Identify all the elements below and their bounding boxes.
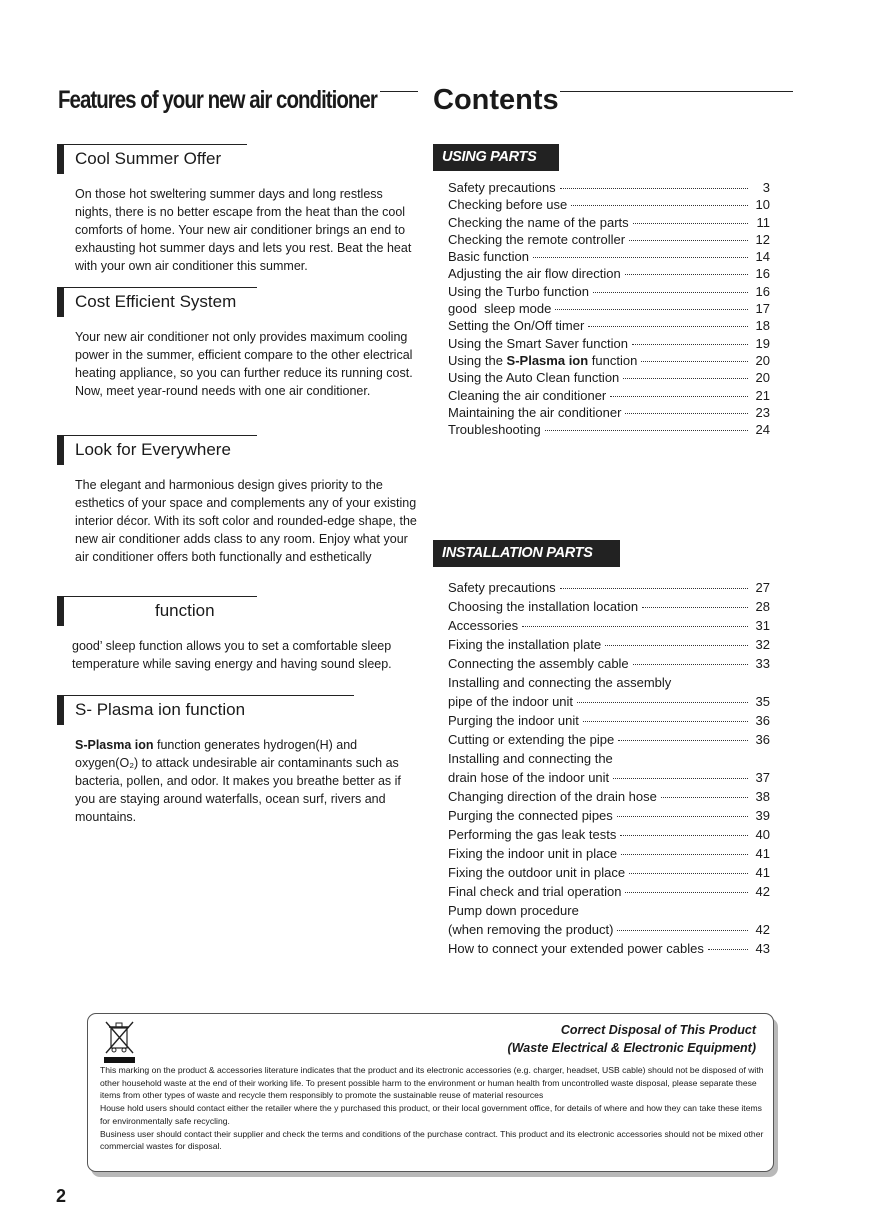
toc-entry-title: Safety precautions — [448, 180, 556, 195]
toc-entry[interactable] — [448, 920, 770, 939]
section-body — [75, 736, 417, 826]
toc-entry[interactable] — [448, 787, 770, 806]
toc-leader-dots — [617, 816, 748, 817]
toc-leader-dots — [623, 378, 748, 379]
toc-entry-page: 42 — [755, 884, 770, 899]
section-rule — [64, 144, 247, 145]
weee-disposal-notice — [87, 1013, 774, 1172]
toc-leader-dots — [588, 326, 748, 327]
toc-entry[interactable] — [448, 196, 770, 213]
toc-entry[interactable] — [448, 214, 770, 231]
installation-parts-label: INSTALLATION PARTS — [433, 540, 620, 567]
toc-installation-parts — [448, 578, 770, 958]
toc-leader-dots — [620, 835, 748, 836]
toc-leader-dots — [571, 205, 748, 206]
section-title: S- Plasma ion function — [75, 700, 246, 719]
section-body: On those hot sweltering summer days and long restless nights, there is no better escape from the heat than the cool comforts of home. Your new air conditioner brings an end to exhausting hot summer days and lets you rest. Beat the heat with your own air conditioner this summer. — [75, 187, 412, 273]
toc-entry-page: 35 — [755, 694, 770, 709]
section-marker — [57, 287, 64, 317]
toc-entry[interactable] — [448, 806, 770, 825]
toc-leader-dots — [613, 778, 748, 779]
toc-entry[interactable] — [448, 825, 770, 844]
toc-entry-page: 11 — [756, 214, 770, 230]
toc-using-parts — [448, 179, 770, 438]
contents-title-rule — [560, 91, 793, 92]
toc-entry[interactable] — [448, 283, 770, 300]
toc-entry[interactable] — [448, 578, 770, 597]
toc-entry-page: 23 — [755, 404, 770, 420]
toc-entry[interactable] — [448, 730, 770, 749]
toc-leader-dots — [610, 396, 748, 397]
s-plasma-ion-bold: S-Plasma ion — [506, 352, 589, 368]
toc-entry-page: 43 — [755, 941, 770, 956]
section-s-plasma-ion-function — [57, 695, 417, 826]
toc-entry-page: 3 — [762, 180, 770, 195]
section-title: Look for Everywhere — [75, 440, 231, 459]
toc-entry-title: Checking before use — [448, 197, 568, 213]
toc-entry-title: Accessories — [448, 618, 519, 633]
toc-entry[interactable] — [448, 387, 770, 404]
toc-entry-first-line: Installing and connecting the — [448, 751, 613, 766]
toc-leader-dots — [629, 873, 748, 874]
section-rule — [64, 287, 257, 288]
toc-entry-title: Purging the connected pipes — [448, 808, 613, 823]
contents-title: Contents — [433, 84, 559, 116]
toc-entry-title: Fixing the installation plate — [448, 637, 602, 652]
toc-entry-page: 36 — [755, 713, 770, 728]
toc-entry-title: Cutting or extending the pipe — [448, 732, 615, 747]
toc-entry-page: 17 — [755, 301, 770, 317]
toc-entry-page: 21 — [755, 387, 770, 403]
section-look-for-everywhere — [57, 435, 417, 566]
features-title-rule — [380, 91, 418, 92]
toc-entry[interactable] — [448, 265, 770, 282]
toc-entry-title: Troubleshooting — [448, 422, 541, 438]
toc-entry[interactable] — [448, 939, 770, 958]
toc-entry-title: Safety precautions — [448, 580, 556, 595]
toc-entry-title: Using the Turbo function — [448, 283, 589, 299]
section-title: function — [155, 601, 215, 620]
section-rule — [64, 695, 354, 696]
toc-leader-dots — [577, 702, 748, 703]
toc-entry[interactable] — [448, 768, 770, 787]
disposal-title: Correct Disposal of This Product — [560, 1023, 756, 1037]
toc-title-part: Using the — [448, 352, 507, 368]
toc-leader-dots — [625, 892, 748, 893]
toc-leader-dots — [621, 854, 748, 855]
section-body: Your new air conditioner not only provides maximum cooling power in the summer, efficient compare to the other electrical heating appliance, so you can further reduce its running cost. Now, meet year-round needs with one air conditioner. — [75, 330, 413, 398]
toc-entry[interactable] — [448, 654, 770, 673]
toc-leader-dots — [618, 740, 748, 741]
toc-entry[interactable] — [448, 335, 770, 352]
toc-entry[interactable] — [448, 317, 770, 334]
section-marker — [57, 596, 64, 626]
toc-entry-page: 39 — [755, 808, 770, 823]
section-marker — [57, 435, 64, 465]
toc-leader-dots — [560, 588, 748, 589]
toc-entry-page: 42 — [755, 922, 770, 937]
section-marker — [57, 144, 64, 174]
toc-entry-page: 24 — [755, 422, 770, 438]
toc-entry-page: 10 — [755, 197, 770, 213]
section-cost-efficient-system — [57, 287, 417, 400]
toc-entry-page: 32 — [755, 637, 770, 652]
toc-entry[interactable] — [448, 248, 770, 265]
disposal-subtitle: (Waste Electrical & Electronic Equipment) — [507, 1041, 756, 1055]
toc-entry-title: drain hose of the indoor unit — [448, 770, 610, 785]
s-plasma-ion-bold: S-Plasma ion — [75, 738, 154, 752]
toc-entry-title: Purging the indoor unit — [448, 713, 579, 728]
toc-leader-dots — [661, 797, 748, 798]
section-body: The elegant and harmonious design gives priority to the esthetics of your space and complements any of your existing interior décor. With its soft color and rounded-edge shape, the new air conditioner adds class to any room. Enjoy what your air conditioner offers both functionally and esthetically — [75, 478, 417, 564]
toc-leader-dots — [617, 930, 748, 931]
toc-entry-page: 36 — [755, 732, 770, 747]
toc-leader-dots — [555, 309, 748, 310]
toc-entry-title: Setting the On/Off timer — [448, 318, 585, 334]
toc-entry-page: 33 — [755, 656, 770, 671]
toc-entry-title: good sleep mode — [448, 301, 552, 317]
toc-leader-dots — [633, 664, 748, 665]
toc-entry-page: 28 — [755, 599, 770, 614]
using-parts-label: USING PARTS — [433, 144, 559, 171]
toc-entry-page: 12 — [755, 231, 770, 247]
toc-leader-dots — [632, 344, 748, 345]
toc-leader-dots — [641, 361, 748, 362]
toc-entry-page: 37 — [755, 770, 770, 785]
toc-entry-first-line: Installing and connecting the assembly — [448, 675, 672, 690]
toc-entry-page: 16 — [755, 266, 770, 282]
section-good-sleep-function — [57, 596, 417, 673]
toc-entry-page: 27 — [755, 580, 770, 595]
toc-entry-title: Adjusting the air flow direction — [448, 266, 621, 282]
toc-entry[interactable] — [448, 300, 770, 317]
toc-entry[interactable] — [448, 635, 770, 654]
toc-entry[interactable] — [448, 616, 770, 635]
toc-entry-title: (when removing the product) — [448, 922, 614, 937]
disposal-paragraph: House hold users should contact either the retailer where the y purchased this product, or their local government office, for details of where and how they can take these items for environmentally safe recycling. — [100, 1103, 762, 1126]
toc-entry-page: 40 — [755, 827, 770, 842]
toc-entry-title: pipe of the indoor unit — [448, 694, 574, 709]
section-title: Cool Summer Offer — [75, 149, 222, 168]
toc-entry-page: 18 — [755, 318, 770, 334]
toc-entry[interactable] — [448, 597, 770, 616]
toc-entry[interactable] — [448, 369, 770, 386]
toc-entry-page: 31 — [755, 618, 770, 633]
toc-title-part: function — [588, 352, 638, 368]
toc-entry-page: 38 — [755, 789, 770, 804]
toc-entry-page: 14 — [755, 249, 770, 265]
toc-entry-page: 20 — [755, 352, 770, 368]
disposal-text — [100, 1064, 764, 1153]
section-rule — [64, 435, 257, 436]
section-body-text: function generates hydrogen(H) and oxygen(O₂) to attack undesirable air contaminants such as bacteria, pollen, and odor. It makes you breathe better as if you are staying around waterfalls, ocean surf, rivers and mountains. — [75, 738, 401, 824]
page-number: 2 — [56, 1186, 67, 1206]
section-cool-summer-offer — [57, 144, 417, 275]
toc-entry-title: Maintaining the air conditioner — [448, 404, 622, 420]
section-rule — [64, 596, 257, 597]
toc-entry-page: 41 — [755, 865, 770, 880]
toc-entry[interactable] — [448, 404, 770, 421]
toc-entry-title: Final check and trial operation — [448, 884, 622, 899]
toc-entry-page: 19 — [755, 335, 770, 351]
toc-entry-title: Fixing the indoor unit in place — [448, 846, 618, 861]
toc-entry-title: Fixing the outdoor unit in place — [448, 865, 626, 880]
toc-entry-title: Changing direction of the drain hose — [448, 789, 657, 804]
toc-entry[interactable] — [448, 711, 770, 730]
features-title: Features of your new air conditioner — [58, 86, 377, 114]
toc-entry-title: Performing the gas leak tests — [448, 827, 617, 842]
toc-entry-title: Using the Auto Clean function — [448, 370, 620, 386]
toc-leader-dots — [522, 626, 748, 627]
toc-entry-title: Cleaning the air conditioner — [448, 387, 607, 403]
toc-entry-page: 16 — [755, 283, 770, 299]
toc-entry[interactable] — [448, 692, 770, 711]
toc-entry-title: Connecting the assembly cable — [448, 656, 629, 671]
toc-entry-page: 41 — [755, 846, 770, 861]
toc-entry-title — [448, 352, 637, 369]
toc-leader-dots — [605, 645, 748, 646]
crossed-out-bin-icon — [103, 1019, 137, 1063]
toc-entry-page: 20 — [755, 370, 770, 386]
toc-entry[interactable] — [448, 863, 770, 882]
toc-leader-dots — [633, 223, 748, 224]
toc-entry-first-line: Pump down procedure — [448, 903, 579, 918]
toc-entry[interactable] — [448, 231, 770, 248]
toc-entry[interactable] — [448, 179, 770, 196]
toc-leader-dots — [593, 292, 748, 293]
toc-leader-dots — [625, 413, 748, 414]
toc-entry-title: Basic function — [448, 249, 529, 265]
toc-entry-title: Choosing the installation location — [448, 599, 639, 614]
toc-entry[interactable] — [448, 882, 770, 901]
toc-leader-dots — [625, 274, 748, 275]
toc-leader-dots — [545, 430, 748, 431]
toc-entry[interactable] — [448, 421, 770, 438]
toc-leader-dots — [642, 607, 748, 608]
toc-entry-title: Checking the name of the parts — [448, 214, 629, 230]
toc-entry-title: How to connect your extended power cables — [448, 941, 704, 956]
toc-entry[interactable] — [448, 844, 770, 863]
toc-entry-title: Checking the remote controller — [448, 231, 626, 247]
toc-leader-dots — [708, 949, 748, 950]
disposal-paragraph: Business user should contact their supplier and check the terms and conditions of the purchase contract. This product and its electronic accessories should not be mixed other commercial wastes for disposal. — [100, 1128, 764, 1152]
toc-leader-dots — [560, 188, 748, 189]
section-title: Cost Efficient System — [75, 292, 237, 311]
toc-leader-dots — [533, 257, 748, 258]
toc-entry-title: Using the Smart Saver function — [448, 335, 628, 351]
toc-entry[interactable] — [448, 352, 770, 369]
section-marker — [57, 695, 64, 725]
disposal-paragraph: This marking on the product & accessories literature indicates that the product and its electronic accessories (e.g. charger, headset, USB cable) should not be disposed of with other household waste at the end of their working life. To present possible harm to the environment or human health from uncontrolled waste disposal, please separate these items from other types of waste and recycle them responsibly to promote the sustainable reuse of material resources — [100, 1065, 764, 1101]
toc-leader-dots — [629, 240, 748, 241]
section-body: good’ sleep function allows you to set a comfortable sleep temperature while saving energy and having sound sleep. — [72, 639, 392, 671]
toc-leader-dots — [583, 721, 748, 722]
